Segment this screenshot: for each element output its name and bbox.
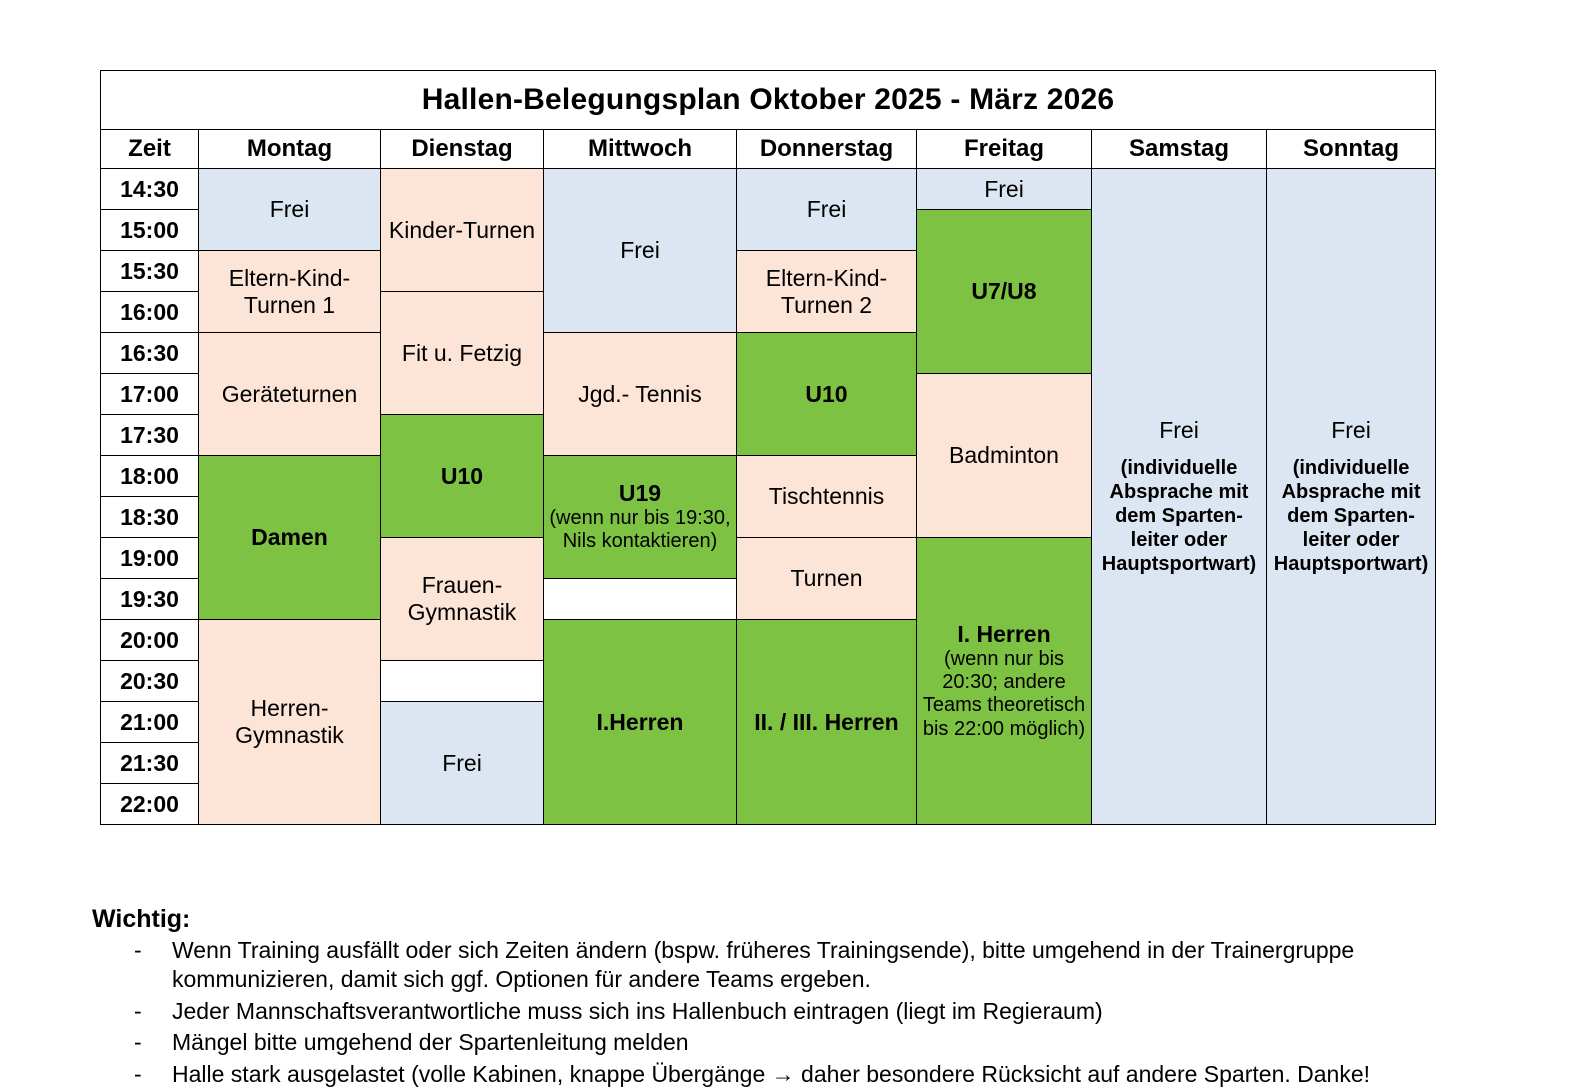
slot-samstag-frei-label: Frei (1159, 417, 1199, 444)
time-label: 19:00 (101, 538, 199, 579)
time-label: 16:00 (101, 292, 199, 333)
slot-dienstag-fit-u-fetzig: Fit u. Fetzig (381, 292, 544, 415)
slot-samstag-frei (1092, 169, 1267, 825)
note-item (134, 936, 1508, 995)
slot-montag-eltern-kind-1: Eltern-Kind-Turnen 1 (199, 251, 381, 333)
slot-montag-damen: Damen (199, 456, 381, 620)
slot-samstag-frei-note: (individuelle Absprache mit dem Sparten-leiter oder Hauptsportwart) (1101, 456, 1257, 575)
slot-freitag-i-herren (917, 538, 1092, 825)
time-label: 22:00 (101, 784, 199, 825)
note-item (134, 1028, 1508, 1057)
note-dash: - (134, 1060, 142, 1087)
time-label: 16:30 (101, 333, 199, 374)
time-label: 18:00 (101, 456, 199, 497)
time-label: 20:30 (101, 661, 199, 702)
time-label: 21:30 (101, 743, 199, 784)
hall-occupancy-table (100, 70, 1436, 825)
note-item (134, 997, 1508, 1026)
slot-sonntag-frei-label: Frei (1331, 417, 1371, 444)
slot-dienstag-frei: Frei (381, 702, 544, 825)
slot-dienstag-kinderturnen: Kinder-Turnen (381, 169, 544, 292)
slot-dienstag-u10: U10 (381, 415, 544, 538)
time-label: 15:00 (101, 210, 199, 251)
time-label: 21:00 (101, 702, 199, 743)
column-header-sonntag: Sonntag (1267, 130, 1436, 169)
slot-donnerstag-ii-iii-herren: II. / III. Herren (737, 620, 917, 825)
time-label: 20:00 (101, 620, 199, 661)
note-dash: - (134, 1029, 142, 1056)
note-dash: - (134, 937, 142, 963)
important-notes (88, 905, 1508, 1091)
notes-list (88, 936, 1508, 1089)
slot-mittwoch-u19 (544, 456, 737, 579)
column-header-donnerstag: Donnerstag (737, 130, 917, 169)
time-label: 18:30 (101, 497, 199, 538)
time-label: 15:30 (101, 251, 199, 292)
slot-donnerstag-eltern-kind-2: Eltern-Kind-Turnen 2 (737, 251, 917, 333)
note-text: Halle stark ausgelastet (volle Kabinen, knappe Übergänge → daher besondere Rücksicht auf andere Sparten. Danke! (172, 1060, 1371, 1087)
slot-montag-geraeteturnen: Geräteturnen (199, 333, 381, 456)
column-header-mittwoch: Mittwoch (544, 130, 737, 169)
slot-mittwoch-u19-label: U19 (618, 480, 662, 507)
time-label: 17:30 (101, 415, 199, 456)
slot-donnerstag-turnen: Turnen (737, 538, 917, 620)
note-text: Jeder Mannschaftsverantwortliche muss sich ins Hallenbuch eintragen (liegt im Regieraum) (172, 997, 1103, 1024)
slot-montag-herren-gymnastik: Herren-Gymnastik (199, 620, 381, 825)
column-header-montag: Montag (199, 130, 381, 169)
slot-freitag-badminton: Badminton (917, 374, 1092, 538)
slot-sonntag-frei (1267, 169, 1436, 825)
column-header-samstag: Samstag (1092, 130, 1267, 169)
note-dash: - (134, 997, 142, 1024)
slot-mittwoch-i-herren: I.Herren (544, 620, 737, 825)
slot-freitag-u7u8: U7/U8 (917, 210, 1092, 374)
column-header-zeit: Zeit (101, 130, 199, 169)
slot-mittwoch-frei: Frei (544, 169, 737, 333)
slot-dienstag-frauen-gymnastik: Frauen-Gymnastik (381, 538, 544, 661)
note-item (134, 1060, 1508, 1089)
note-text: Wenn Training ausfällt oder sich Zeiten ändern (bspw. früheres Trainingsende), bitte umgehend in der Trainergruppe kommunizieren, damit sich ggf. Optionen für andere Teams ergeben. (172, 937, 1355, 993)
time-label: 17:00 (101, 374, 199, 415)
slot-donnerstag-tischtennis: Tischtennis (737, 456, 917, 538)
slot-donnerstag-u10: U10 (737, 333, 917, 456)
slot-freitag-i-herren-note: (wenn nur bis 20:30; andere Teams theoretisch bis 22:00 möglich) (922, 648, 1086, 740)
note-text: Mängel bitte umgehend der Spartenleitung melden (172, 1029, 689, 1056)
slot-montag-frei: Frei (199, 169, 381, 251)
slot-donnerstag-frei: Frei (737, 169, 917, 251)
plan-title: Hallen-Belegungsplan Oktober 2025 - März 2026 (101, 71, 1436, 130)
slot-mittwoch-u19-note: (wenn nur bis 19:30, Nils kontaktieren) (549, 507, 731, 553)
notes-title: Wichtig: (92, 905, 191, 933)
time-label: 14:30 (101, 169, 199, 210)
column-header-freitag: Freitag (917, 130, 1092, 169)
slot-freitag-i-herren-label: I. Herren (957, 621, 1051, 648)
schedule-table-container (100, 70, 1435, 825)
time-label: 19:30 (101, 579, 199, 620)
column-header-dienstag: Dienstag (381, 130, 544, 169)
slot-sonntag-frei-note: (individuelle Absprache mit dem Sparten-leiter oder Hauptsportwart) (1273, 456, 1429, 575)
slot-mittwoch-jgd-tennis: Jgd.- Tennis (544, 333, 737, 456)
slot-freitag-frei: Frei (917, 169, 1092, 210)
